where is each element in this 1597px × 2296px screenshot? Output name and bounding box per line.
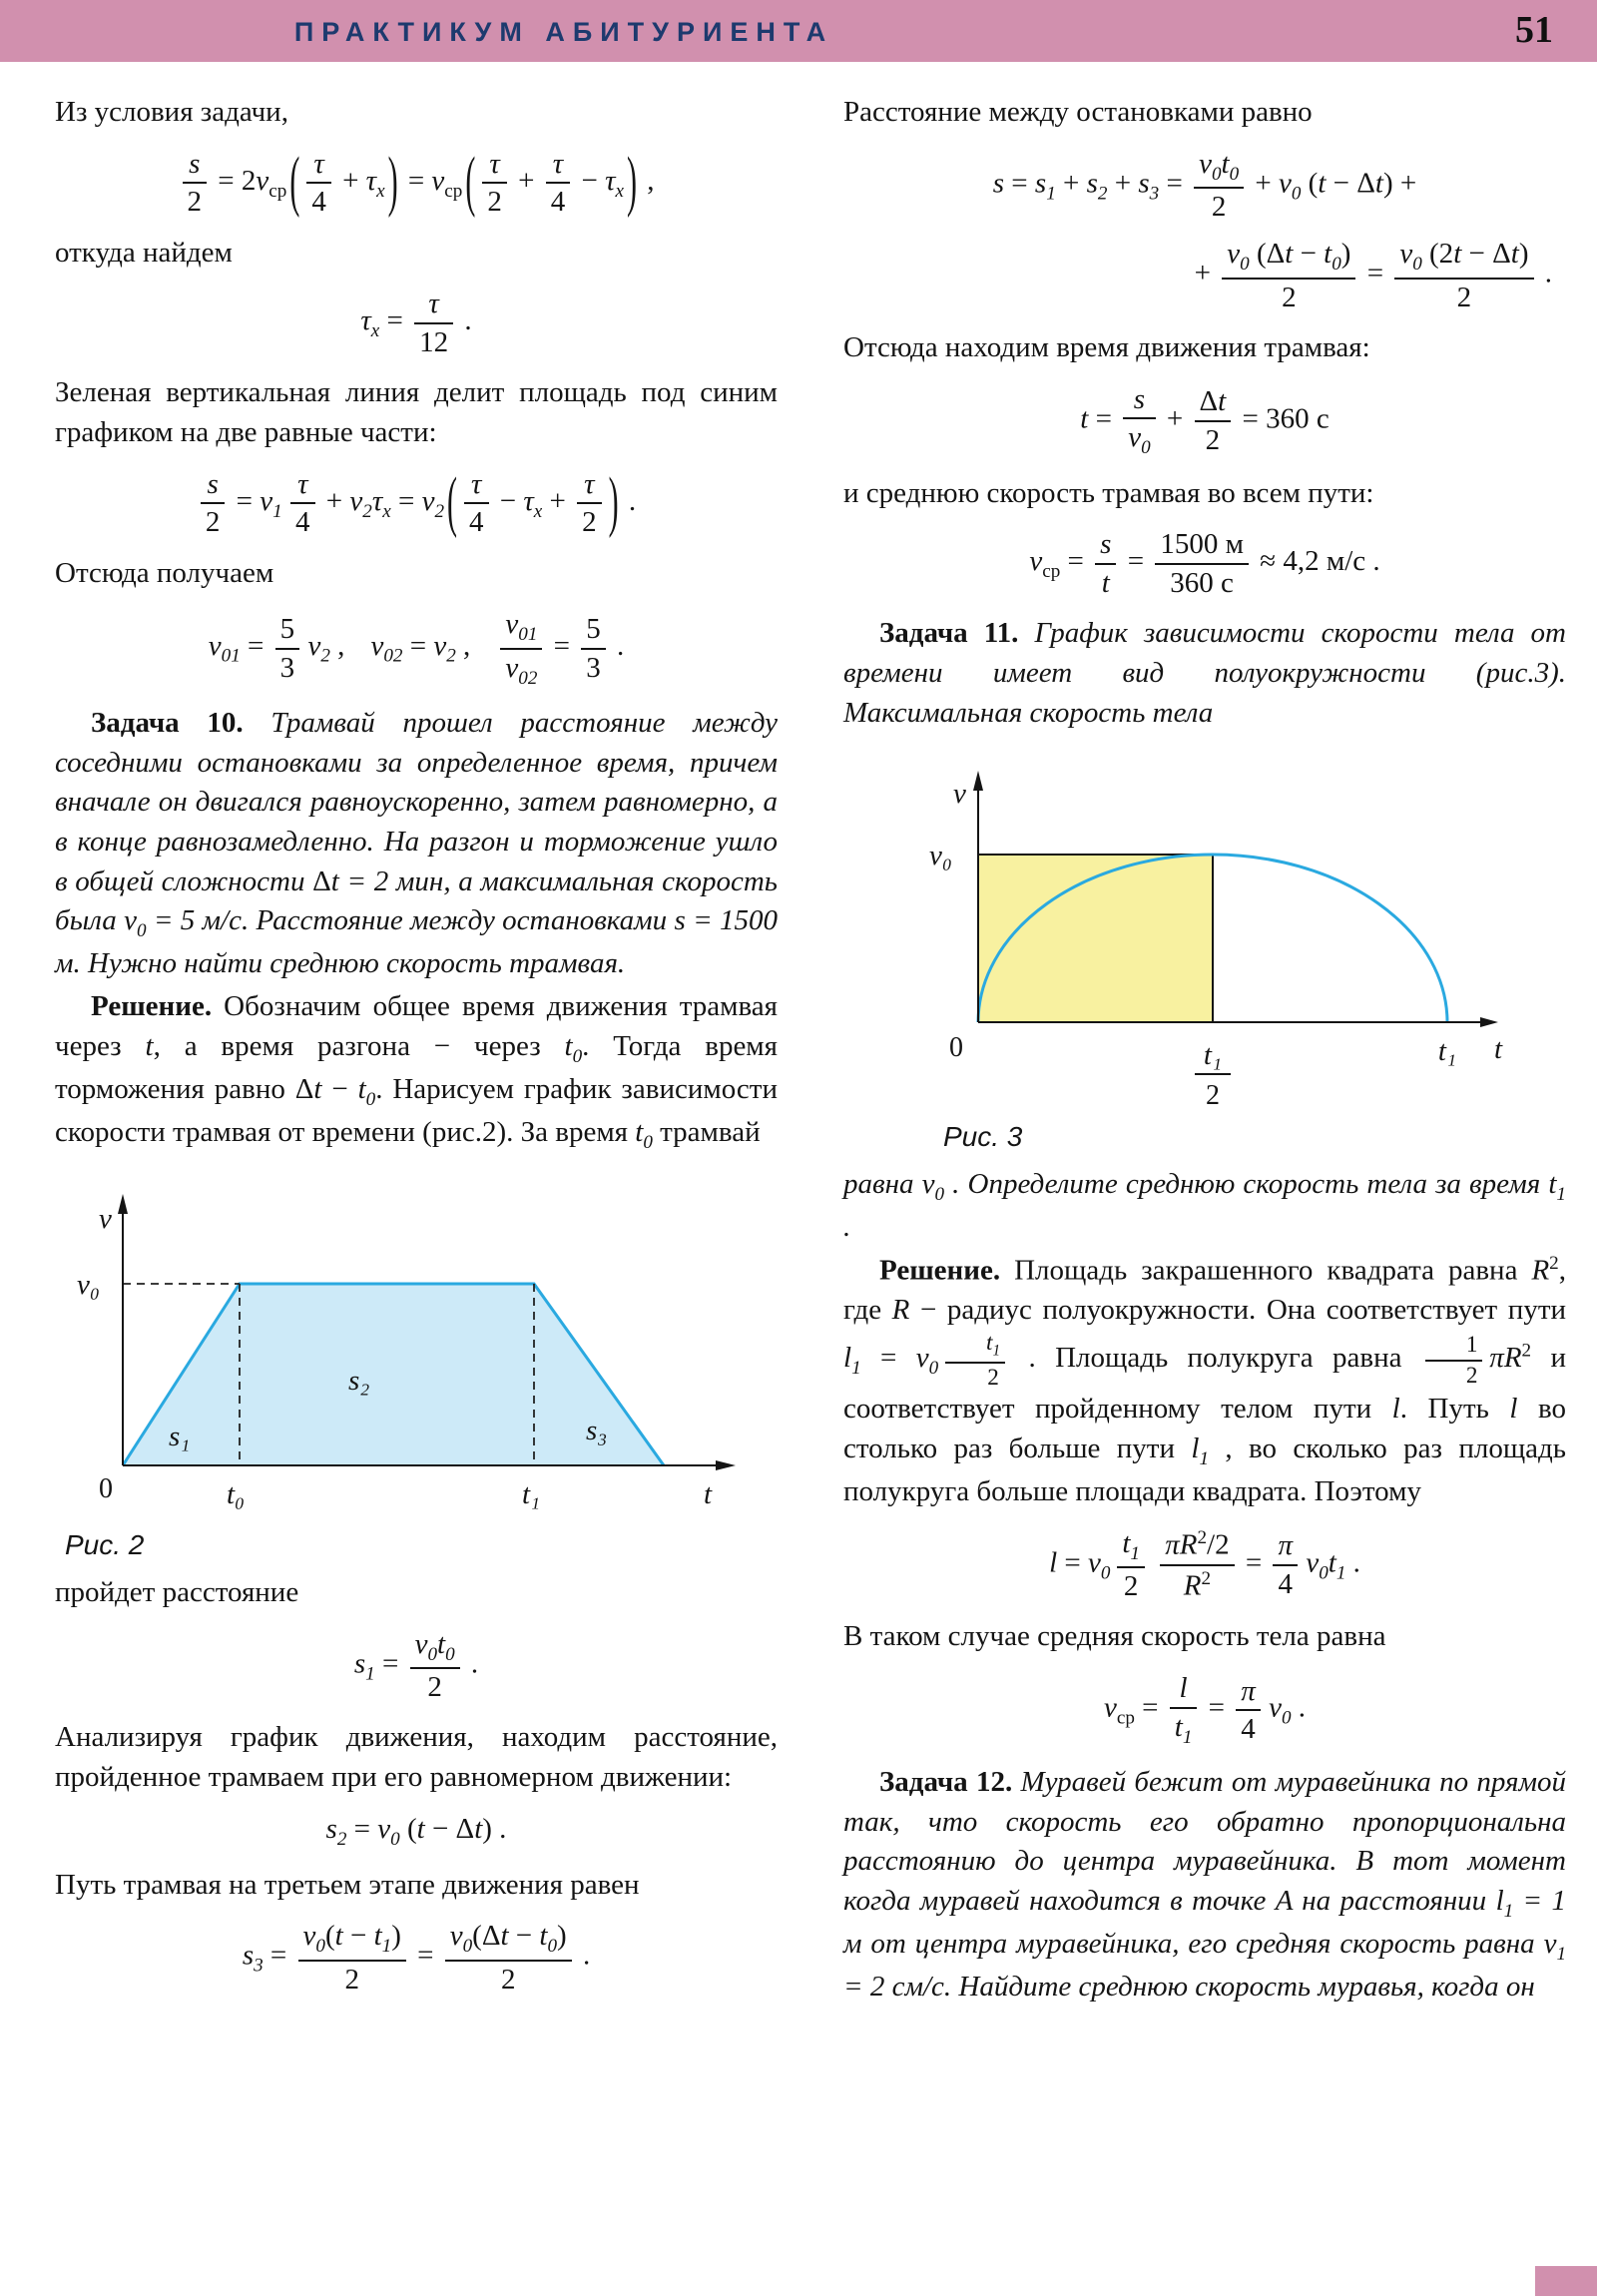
fraction: $\frac{s}{v_0}$ <box>1123 383 1155 459</box>
page-number: 51 <box>1515 9 1553 51</box>
right-column-text-top <box>843 93 1566 733</box>
paragraph: равна $v_0$ . Определите среднюю скорость тела за время $t_1$ . <box>843 1168 1566 1244</box>
fraction: $\frac{5}{3}$ <box>275 613 300 684</box>
paragraph: Отсюда получаем <box>55 556 274 589</box>
fig2-origin-label: 0 <box>99 1472 113 1504</box>
fraction: $\frac{v_0 (2t - \Delta t)}{2}$ <box>1394 238 1533 313</box>
velocity-trapezoid-fill <box>123 1284 664 1465</box>
fig3-v0-label: v₀ <box>929 840 952 872</box>
paragraph: Решение. Площадь закрашенного квадрата равна $R^2$, где R − радиус полуокружности. Она соответствует пути $l_1 = v_0$ $\frac{t_1}{2}$ . Площадь полукруга равна $\frac{1}{2}$ $\pi R^2$ и соответствует пройденному телом пути l. Путь l во столько раз больше пути $l_1$ , во сколько раз площадь полукруга больше площади квадрата. Поэтому <box>843 1253 1567 1507</box>
equation: $v_{ср}$ = $\frac{s}{t}$ = $\frac{1500 м}{360 с}$ ≈ 4,2 м/с . <box>1029 528 1380 599</box>
fraction: $\frac{\tau}{12}$ <box>414 287 453 358</box>
fraction: $\frac{v_0(t - t_1)}{2}$ <box>298 1920 406 1996</box>
equation: $s = s_1 + s_2 + s_3$ = $\frac{v_0t_0}{2}$ + $v_0$ (t − Δt) + <box>992 147 1417 223</box>
fig3-half-denominator: 2 <box>1206 1080 1220 1112</box>
fraction: $\frac{5}{3}$ <box>581 613 606 684</box>
figure-2-graph <box>55 1166 754 1525</box>
fig2-t0-label: t₀ <box>227 1477 246 1510</box>
fig3-t1-label: t₁ <box>1437 1035 1457 1068</box>
paragraph: пройдет расстояние <box>55 1575 299 1608</box>
figure-3-graph <box>903 743 1542 1117</box>
fraction: $\frac{s}{2}$ <box>183 148 208 219</box>
paragraph: Из условия задачи, <box>55 96 288 128</box>
fraction: $\frac{\Delta t}{2}$ <box>1195 385 1232 456</box>
paragraph: и среднюю скорость трамвая во всем пути: <box>843 476 1374 509</box>
fraction: $\frac{t_1}{2}$ <box>945 1331 1005 1390</box>
x-axis-arrow <box>1480 1017 1498 1027</box>
figure-2-caption: Рис. 2 <box>65 1528 145 1560</box>
fig3-v-axis-label: v <box>953 778 966 811</box>
equation: $\frac{s}{2}$ = $2v_{ср}$ ( $\frac{\tau}{4}$ + $\tau_x$ ) = $v_{ср}$ ( $\frac{\tau}{2}$ + $\frac{\tau}{4}$ − $\tau_x$ ) , <box>55 148 778 219</box>
fraction: $\frac{s}{2}$ <box>201 468 226 539</box>
equation: $s_3$ = $\frac{v_0(t - t_1)}{2}$ = $\frac{v_0(\Delta t - t_0)}{2}$ . <box>242 1920 591 1996</box>
fraction: $\frac{v_0 (\Delta t - t_0)}{2}$ <box>1222 238 1355 313</box>
fraction: $\frac{v_0t_0}{2}$ <box>410 1628 460 1704</box>
fig2-s2-label: s₂ <box>348 1364 370 1397</box>
fraction: $\frac{\pi R^2/2}{R^2}$ <box>1160 1527 1234 1601</box>
fraction: $\frac{\pi}{4}$ <box>1236 1675 1261 1746</box>
paragraph: Расстояние между остановками равно <box>843 96 1313 128</box>
fraction: $\frac{1500 м}{360 с}$ <box>1155 528 1249 599</box>
corner-decoration <box>1535 2266 1597 2296</box>
paragraph: Отсюда находим время движения трамвая: <box>843 331 1370 364</box>
paragraph: откуда найдем <box>55 236 233 269</box>
fig2-v-axis-label: v <box>99 1202 112 1235</box>
fig3-origin-label: 0 <box>949 1032 963 1064</box>
fraction: $\frac{\tau}{4}$ <box>546 148 571 219</box>
fraction: $\frac{s}{t}$ <box>1095 528 1116 599</box>
right-column <box>843 90 1566 2010</box>
fig2-t1-label: t₁ <box>522 1477 541 1510</box>
left-column-text-top <box>55 93 778 1156</box>
paragraph: Зеленая вертикальная линия делит площадь под синим графиком на две равные части: <box>55 376 778 449</box>
fraction: $\frac{t_1}{2}$ <box>1117 1527 1145 1603</box>
equation: + $\frac{v_0 (\Delta t - t_0)}{2}$ = $\frac{v_0 (2t - \Delta t)}{2}$ . <box>1194 238 1552 313</box>
equation: $s_1$ = $\frac{v_0t_0}{2}$ . <box>353 1627 479 1703</box>
left-column <box>55 90 778 2010</box>
fraction: $\frac{\tau}{4}$ <box>290 468 315 539</box>
fig2-s3-label: s₃ <box>586 1414 608 1446</box>
paragraph: Задача 12. Муравей бежит от муравейника по прямой так, что скорость его обратно пропорциональна расстоянию до центра муравейника. В тот момент когда муравей находится в точке A на расстоянии $l_1 = 1$ м от центра муравейника, его средняя скорость равна $v_1 = 2$ см/с. Найдите среднюю скорость муравья, когда он <box>843 1765 1566 2004</box>
equation: $s_2 = v_0$ (t − Δt) . <box>325 1812 507 1850</box>
page-header-title: ПРАКТИКУМ АБИТУРИЕНТА <box>293 17 834 47</box>
fraction: $\frac{v_{01}}{v_{02}}$ <box>500 608 542 688</box>
equation: $\frac{s}{2}$ = $v_1$ $\frac{\tau}{4}$ + $v_2\tau_x = v_2$ ( $\frac{\tau}{4}$ − $\tau_x$ + $\frac{\tau}{2}$ ) . <box>55 468 778 539</box>
figure-2 <box>55 1166 778 1561</box>
paragraph: Решение. Обозначим общее время движения трамвая через t, а время разгона − через $t_0$. Тогда время торможения равно $\Delta t - t_0$. Нарисуем график зависимости скорости трамвая от времени (рис.2). За время $t_0$ трамвай <box>55 990 779 1153</box>
equation: $l = v_0$ $\frac{t_1}{2}$ $\frac{\pi R^2/2}{R^2}$ = $\frac{\pi}{4}$ $v_0t_1$ . <box>1049 1526 1360 1602</box>
fig2-s1-label: s₁ <box>169 1420 191 1452</box>
page-header <box>0 0 1597 62</box>
fig3-half-numerator: t₁ <box>1203 1039 1223 1072</box>
fraction: $\frac{1}{2}$ <box>1425 1333 1483 1388</box>
equation: t = $\frac{s}{v_0}$ + $\frac{\Delta t}{2}$ = 360 с <box>1080 382 1330 459</box>
paragraph: Задача 10. Трамвай прошел расстояние между соседними остановками за определенное время, причем вначале он двигался равноускоренно, затем равномерно, а в конце равнозамедленно. На разгон и торможение ушло в общей сложности Δt = 2 мин, а максимальная скорость была $v_0 = 5$ м/с. Расстояние между остановками s = 1500 м. Нужно найти среднюю скорость трамвая. <box>55 706 778 980</box>
right-column-text-bottom <box>843 1165 1566 2007</box>
shaded-square <box>979 855 1213 1022</box>
fig2-v0-label: v₀ <box>77 1268 100 1301</box>
paragraph: Задача 11. График зависимости скорости тела от времени имеет вид полуокружности (рис.3). Максимальная скорость тела <box>843 617 1567 729</box>
fraction: $\frac{l}{t_1}$ <box>1170 1672 1198 1748</box>
fraction: $\frac{v_0t_0}{2}$ <box>1194 148 1244 224</box>
paragraph: В таком случае средняя скорость тела равна <box>843 1620 1386 1653</box>
left-column-text-bottom <box>55 1573 778 1996</box>
fig3-t-axis-label: t <box>1494 1033 1503 1066</box>
figure-3 <box>903 743 1566 1153</box>
equation: $v_{01}$ = $\frac{5}{3}$ $v_2$ , $v_{02} = v_2$ , $\frac{v_{01}}{v_{02}}$ = $\frac{5}{3}$ . <box>208 608 625 689</box>
y-axis-arrow <box>118 1194 128 1214</box>
paragraph: Путь трамвая на третьем этапе движения равен <box>55 1868 640 1901</box>
x-axis-arrow <box>716 1460 736 1470</box>
fraction: $\frac{\tau}{2}$ <box>482 148 507 219</box>
paragraph: Анализируя график движения, находим расстояние, пройденное трамваем при его равномерном движении: <box>55 1721 778 1794</box>
figure-3-caption: Рис. 3 <box>943 1121 1023 1153</box>
fraction: $\frac{\tau}{4}$ <box>464 468 489 539</box>
y-axis-arrow <box>973 771 983 791</box>
fraction: $\frac{\tau}{4}$ <box>306 148 331 219</box>
fig2-t-axis-label: t <box>704 1477 713 1510</box>
equation: $v_{ср}$ = $\frac{l}{t_1}$ = $\frac{\pi}{4}$ $v_0$ . <box>1103 1672 1307 1748</box>
fraction: $\frac{\tau}{2}$ <box>577 468 602 539</box>
equation: $\tau_x$ = $\frac{\tau}{12}$ . <box>360 287 472 358</box>
fraction: $\frac{\pi}{4}$ <box>1273 1529 1298 1600</box>
fraction: $\frac{v_0(\Delta t - t_0)}{2}$ <box>445 1920 572 1996</box>
